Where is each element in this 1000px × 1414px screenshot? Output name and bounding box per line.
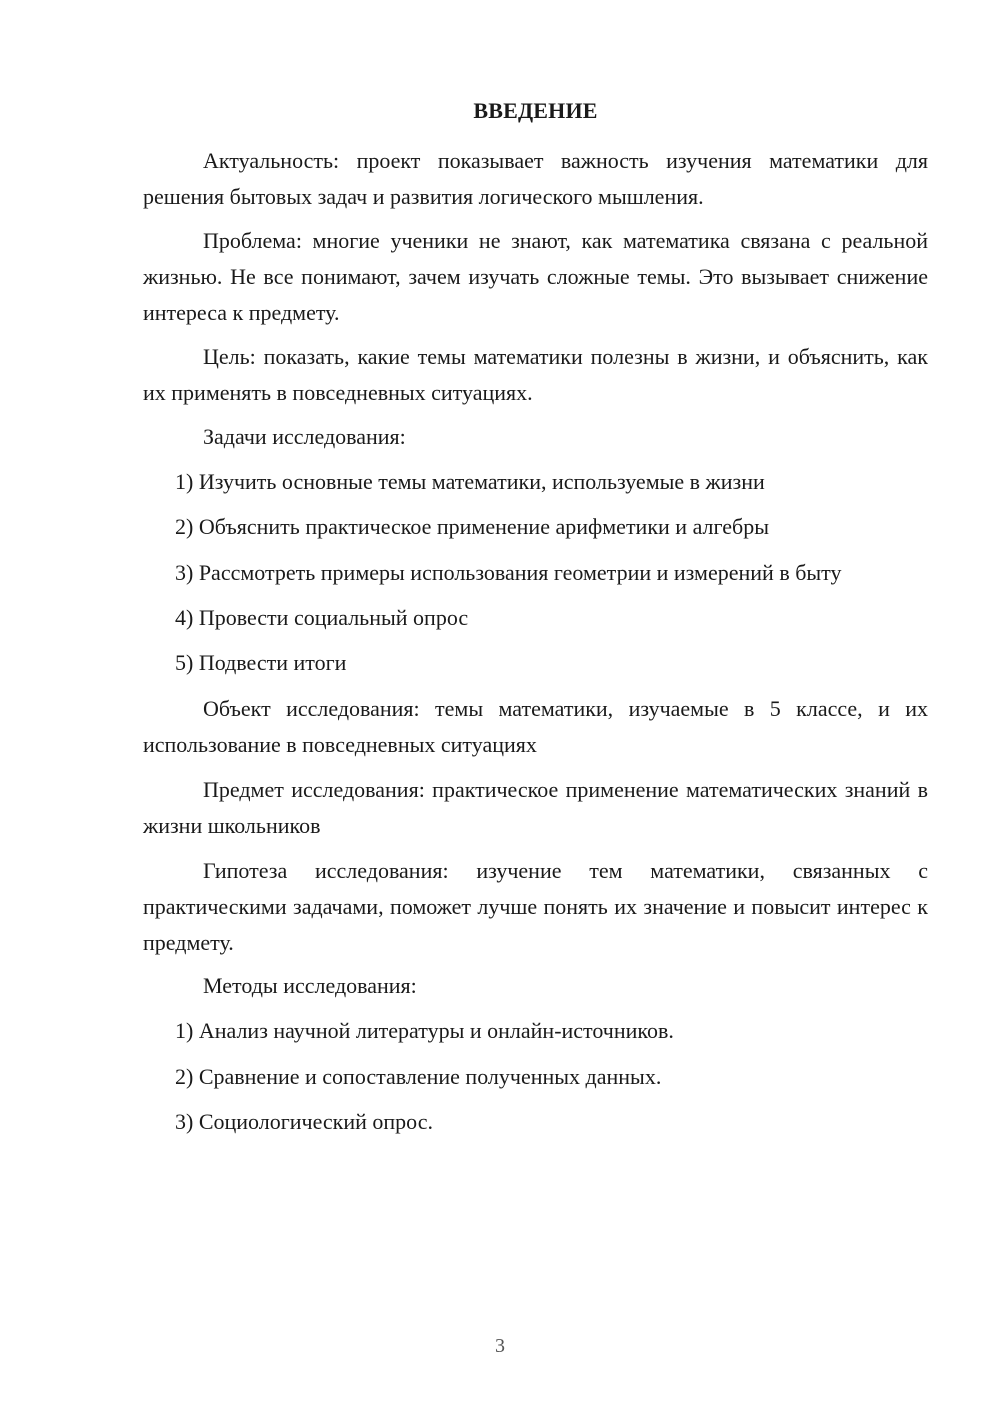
- problem-paragraph: Проблема: многие ученики не знают, как математика связана с реальной жизнью. Не все понимают, зачем изучать сложные темы. Это вызывает снижение интереса к предмету.: [143, 228, 928, 325]
- subject-paragraph: Предмет исследования: практическое применение математических знаний в жизни школьников: [143, 777, 928, 838]
- goal-paragraph: Цель: показать, какие темы математики полезны в жизни, и объяснить, как их применять в повседневных ситуациях.: [143, 344, 928, 405]
- method-item: 1) Анализ научной литературы и онлайн-источников.: [175, 1018, 674, 1043]
- method-item: 2) Сравнение и сопоставление полученных данных.: [175, 1064, 662, 1089]
- task-item: 1) Изучить основные темы математики, используемые в жизни: [175, 469, 765, 494]
- task-item: 2) Объяснить практическое применение арифметики и алгебры: [175, 514, 769, 539]
- hypothesis-paragraph: Гипотеза исследования: изучение тем математики, связанных с практическими задачами, поможет лучше понять их значение и повысит интерес к предмету.: [143, 858, 928, 955]
- task-item: 4) Провести социальный опрос: [175, 605, 469, 630]
- page-number: 3: [495, 1335, 505, 1357]
- tasks-heading: Задачи исследования:: [203, 424, 406, 449]
- object-paragraph: Объект исследования: темы математики, изучаемые в 5 классе, и их использование в повседневных ситуациях: [143, 696, 928, 757]
- task-item: 3) Рассмотреть примеры использования геометрии и измерений в быту: [175, 560, 842, 585]
- page-title: ВВЕДЕНИЕ: [473, 98, 598, 123]
- relevance-paragraph: Актуальность: проект показывает важность изучения математики для решения бытовых задач и развития логического мышления.: [143, 148, 928, 209]
- methods-heading: Методы исследования:: [203, 973, 417, 998]
- task-item: 5) Подвести итоги: [175, 650, 347, 675]
- method-item: 3) Социологический опрос.: [175, 1109, 433, 1134]
